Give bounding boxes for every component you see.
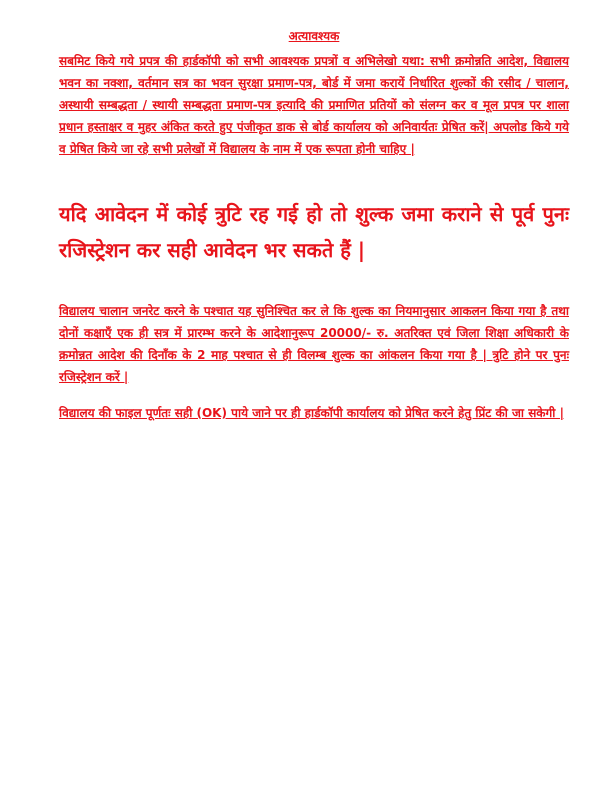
notice-page [59, 28, 569, 424]
re-registration-notice: यदि आवेदन में कोई त्रुटि रह गई हो तो शुल्क जमा कराने से पूर्व पुनः रजिस्ट्रेशन कर सही आवेदन भर सकते हैं | [59, 202, 569, 262]
submission-instructions-paragraph: सबमिट किये गये प्रपत्र की हार्डकॉपी को सभी आवश्यक प्रपत्रों व अभिलेखो यथा: सभी क्रमोन्नति आदेश, विद्यालय भवन का नक्शा, वर्तमान सत्र का भवन सुरक्षा प्रमाण-पत्र, बोर्ड में जमा करायें निर्धारित शुल्कों की रसीद / चालान, अस्थायी सम्बद्धता / स्थायी सम्बद्धता प्रमाण-पत्र इत्यादि की प्रमाणित प्रतियों को संलग्न कर व मूल प्रपत्र पर शाला प्रधान हस्ताक्षर व मुहर अंकित करते हुए पंजीकृत डाक से बोर्ड कार्यालय को अनिवार्यतः प्रेषित करें| अपलोड किये गये व प्रेषित किये जा रहे सभी प्रलेखों में विद्यालय के नाम में एक रूपता होनी चाहिए | [59, 54, 569, 156]
challan-verification-paragraph: विद्यालय चालान जनरेट करने के पश्चात यह सुनिश्चित कर ले कि शुल्क का नियमानुसार आकलन किया गया है तथा दोनों कक्षाएँ एक ही सत्र में प्रारम्भ करने के आदेशानुरूप 20000/- रु. अतरिक्त एवं जिला शिक्षा अधिकारी के क्रमोन्नत आदेश की दिनाँक के 2 माह पश्चात से ही विलम्ब शुल्क का आंकलन किया गया है | त्रुटि होने पर पुनः रजिस्ट्रेशन करें | [59, 304, 569, 384]
print-eligibility-paragraph: विद्यालय की फाइल पूर्णतः सही (OK) पाये जाने पर ही हार्डकॉपी कार्यालय को प्रेषित करने हेतु प्रिंट की जा सकेगी | [59, 406, 564, 420]
notice-heading: अत्यावश्यक [288, 29, 340, 43]
